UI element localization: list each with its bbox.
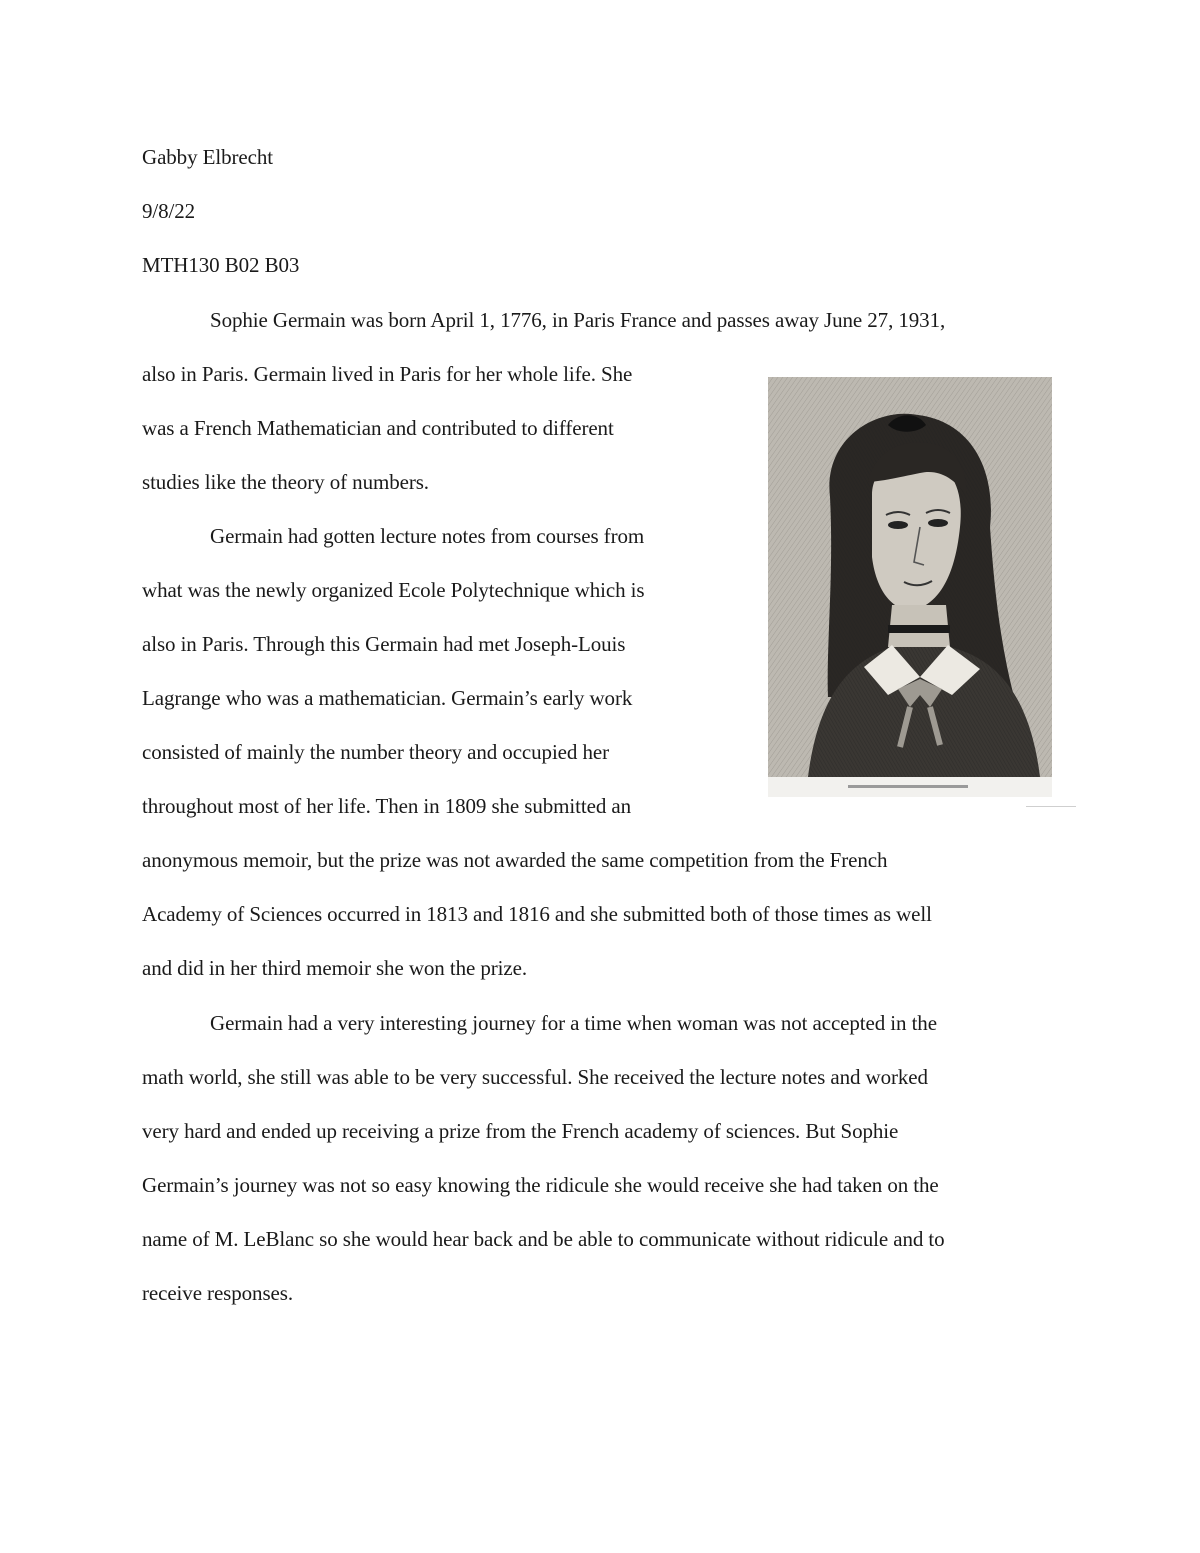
body-line: also in Paris. Through this Germain had met Joseph-Louis xyxy=(142,632,626,656)
body-line: receive responses. xyxy=(142,1281,293,1305)
body-line: Academy of Sciences occurred in 1813 and 1816 and she submitted both of those times as well xyxy=(142,902,932,926)
body-line: what was the newly organized Ecole Polytechnique which is xyxy=(142,578,645,602)
course-code: MTH130 B02 B03 xyxy=(142,253,300,277)
body-line: Germain had a very interesting journey for a time when woman was not accepted in the xyxy=(210,1011,937,1035)
body-line: throughout most of her life. Then in 1809 she submitted an xyxy=(142,794,631,818)
body-line: studies like the theory of numbers. xyxy=(142,470,429,494)
body-line: anonymous memoir, but the prize was not awarded the same competition from the French xyxy=(142,848,888,872)
body-line: and did in her third memoir she won the prize. xyxy=(142,956,527,980)
engraved-portrait-of-woman-icon xyxy=(768,377,1052,797)
body-line: very hard and ended up receiving a prize from the French academy of sciences. But Sophie xyxy=(142,1119,899,1143)
divider xyxy=(1026,806,1076,807)
body-line: math world, she still was able to be very successful. She received the lecture notes and worked xyxy=(142,1065,928,1089)
body-line: Lagrange who was a mathematician. Germain’s early work xyxy=(142,686,633,710)
body-line: was a French Mathematician and contributed to different xyxy=(142,416,614,440)
date: 9/8/22 xyxy=(142,199,196,223)
body-line: name of M. LeBlanc so she would hear back and be able to communicate without ridicule and to xyxy=(142,1227,945,1251)
author-name: Gabby Elbrecht xyxy=(142,145,273,169)
body-line: Germain’s journey was not so easy knowing the ridicule she would receive she had taken on the xyxy=(142,1173,939,1197)
body-line: also in Paris. Germain lived in Paris for her whole life. She xyxy=(142,362,633,386)
body-line: Germain had gotten lecture notes from courses from xyxy=(210,524,645,548)
body-line: consisted of mainly the number theory and occupied her xyxy=(142,740,609,764)
body-line: Sophie Germain was born April 1, 1776, in Paris France and passes away June 27, 1931, xyxy=(210,308,946,332)
portrait-image xyxy=(768,377,1052,797)
